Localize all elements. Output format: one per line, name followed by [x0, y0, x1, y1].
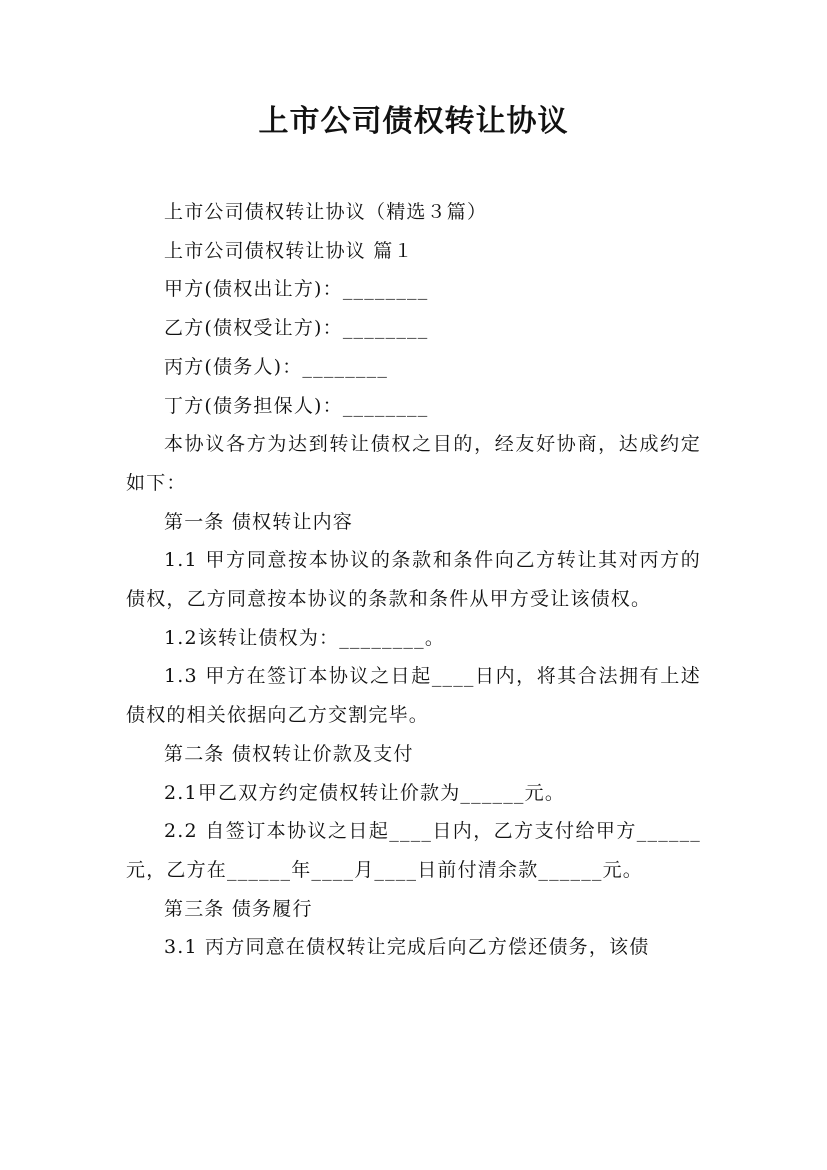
document-title: 上市公司债权转让协议 [258, 104, 569, 139]
paragraph-clause-2-2: 2.2 自签订本协议之日起____日内，乙方支付给甲方______元，乙方在______年____月____日前付清余款______元。 [126, 820, 701, 881]
paragraph-party-d: 丁方(债务担保人)：________ [164, 394, 429, 417]
paragraph-article-1: 第一条 债权转让内容 [164, 510, 354, 533]
paragraph-clause-2-1: 2.1甲乙双方约定债权转让价款为______元。 [164, 781, 566, 804]
paragraph-party-a: 甲方(债权出让方)：________ [164, 278, 429, 301]
paragraph-article-3: 第三条 债务履行 [164, 897, 313, 920]
paragraph-clause-3-1: 3.1 丙方同意在债权转让完成后向乙方偿还债务，该债 [164, 936, 650, 959]
paragraph-clause-1-1: 1.1 甲方同意按本协议的条款和条件向乙方转让其对丙方的债权，乙方同意按本协议的条款和条件从甲方受让该债权。 [126, 549, 701, 611]
paragraph-party-c: 丙方(债务人)：________ [164, 355, 389, 378]
paragraph-article-2: 第二条 债权转让价款及支付 [164, 742, 414, 765]
paragraph-clause-1-3: 1.3 甲方在签订本协议之日起____日内，将其合法拥有上述债权的相关依据向乙方交割完毕。 [126, 665, 701, 727]
paragraph-subtitle: 上市公司债权转让协议（精选３篇） [164, 201, 488, 223]
paragraph-section-heading: 上市公司债权转让协议 篇１ [164, 239, 414, 262]
paragraph-party-b: 乙方(债权受让方)：________ [164, 317, 429, 340]
document-body [126, 193, 701, 967]
paragraph-preamble: 本协议各方为达到转让债权之目的，经友好协商，达成约定如下： [126, 433, 701, 494]
paragraph-clause-1-2: 1.2该转让债权为：________。 [164, 626, 446, 649]
